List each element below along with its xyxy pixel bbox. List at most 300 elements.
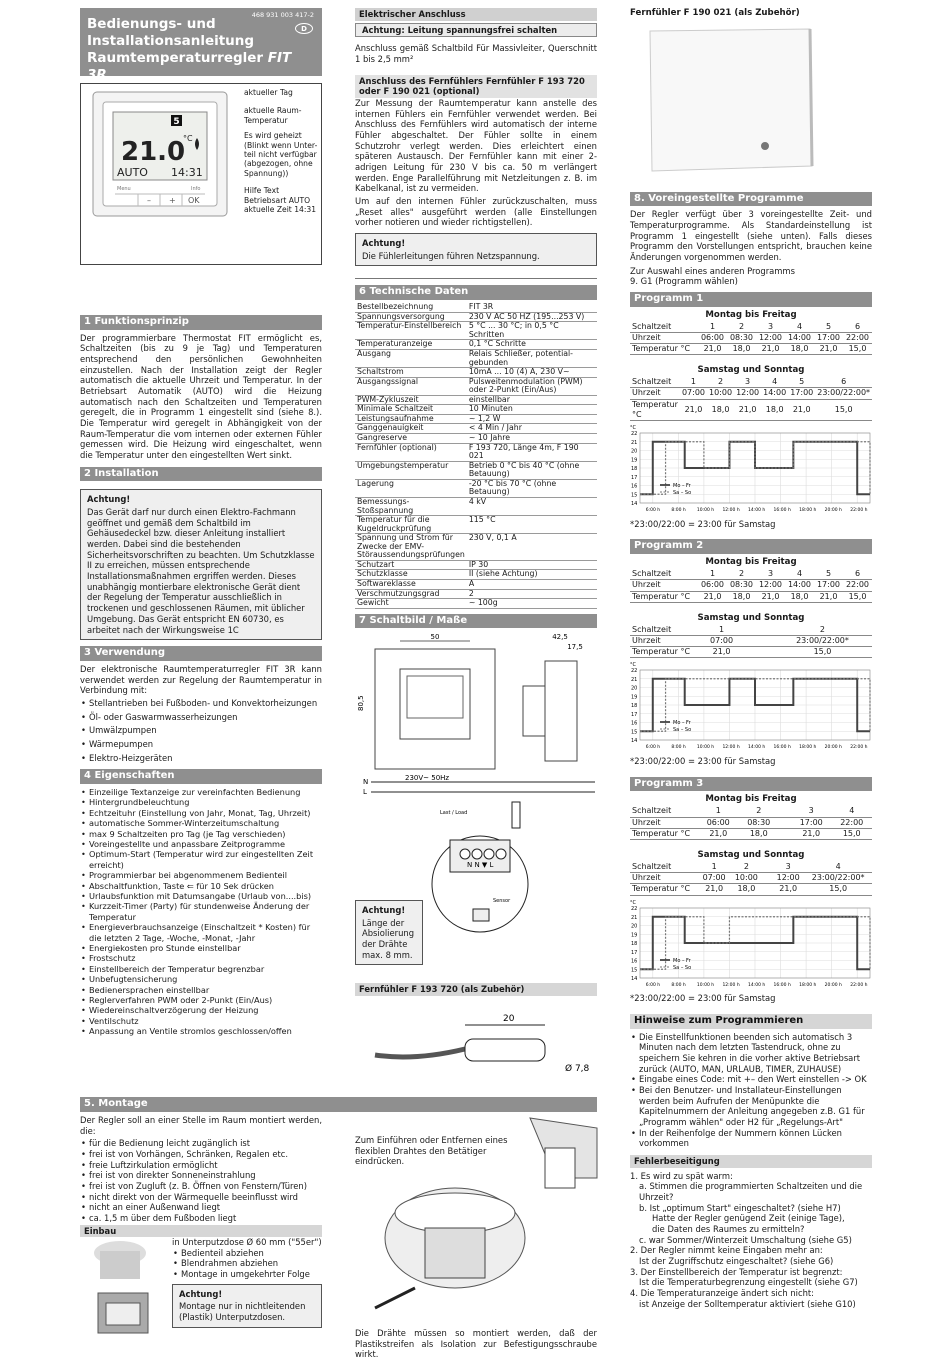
program-cell: Uhrzeit — [630, 817, 698, 828]
warning-title: Achtung! — [179, 1288, 223, 1299]
doc-title: Bedienungs- und Installationsanleitung Raumtemperaturregler FIT 3R — [87, 16, 292, 83]
tech-cell: Betrieb 0 °C bis 40 °C (ohne Betauung) — [467, 461, 597, 479]
supply-label: 230V~ 50Hz — [405, 774, 450, 783]
tech-cell: Gangreserve — [355, 434, 467, 444]
program-cell: 08:30 — [727, 580, 756, 591]
error-line: 4. Die Temperaturanzeige ändert sich nicht: — [630, 1288, 814, 1299]
program-title: Programm 2 — [630, 539, 872, 554]
program-cell: 18,0 — [785, 591, 814, 602]
tech-cell: Temperatur-Einstellbereich — [355, 322, 467, 340]
program-cell: Temperatur °C — [630, 884, 698, 895]
label-help: Hilfe Text Betriebsart AUTO aktuelle Zeit 14:31 — [244, 186, 317, 215]
program-cell: 5 — [814, 322, 843, 333]
doc-number: 468 931 003 417-2 — [251, 11, 314, 19]
program-cell: 17:00 — [814, 580, 843, 591]
tech-cell: 2 — [467, 589, 597, 599]
y-tick: 18 — [631, 466, 638, 473]
program-cell: 5 — [788, 377, 815, 388]
tech-cell: einstellbar — [467, 395, 597, 405]
weekend-table — [630, 625, 872, 659]
tech-cell: F 193 720, Länge 4m, F 190 021 — [467, 443, 597, 461]
program-cell: 3 — [791, 806, 832, 817]
weekday-table — [630, 322, 872, 356]
usage-list — [80, 698, 322, 763]
y-tick: 14 — [631, 501, 638, 508]
sensor1-diameter: Ø 7,8 — [565, 1064, 590, 1074]
program-cell: 1 — [698, 322, 727, 333]
program-cell: 23:00/22:00* — [804, 873, 872, 884]
program-cell: 10:00 — [730, 873, 762, 884]
dim-height: 80,5 — [357, 695, 365, 712]
montage-section — [80, 1097, 597, 1114]
feature-item: • Ventilschutz — [80, 1016, 322, 1026]
section-text: Zur Auswahl eines anderen Programms — [630, 265, 795, 276]
section-text: 9. G1 (Programm wählen) — [630, 276, 738, 287]
tech-cell: 5 °C ... 30 °C; in 0,5 °C Schritten — [467, 322, 597, 340]
sensor-subtitle: Anschluss des Fernfühlers Fernfühler F 193 720 oder F 190 021 (optional) — [355, 75, 597, 98]
weekend-title: Samstag und Sonntag — [697, 612, 805, 623]
program-cell — [766, 625, 773, 636]
program-cell: 3 — [756, 569, 785, 580]
program-cell: Uhrzeit — [630, 580, 698, 591]
legend-label: Sa – So — [673, 727, 692, 734]
tech-cell: ~ 10 Jahre — [467, 434, 597, 444]
program-row — [630, 806, 872, 817]
program-cell — [752, 625, 759, 636]
x-tick: 8:00 h — [671, 745, 686, 751]
program-cell: 12:00 — [756, 580, 785, 591]
program-cell: 22:00 — [843, 332, 872, 343]
tech-cell: Ausgangssignal — [355, 377, 467, 395]
y-tick: 22 — [631, 905, 638, 912]
program-cell: 2 — [727, 322, 756, 333]
warning-text: Länge der Absiolierung der Drähte max. 8 mm. — [362, 917, 415, 960]
program-cell: 08:30 — [739, 817, 780, 828]
feature-item: • Unbefugtensicherung — [80, 974, 322, 984]
tech-cell: 10mA ... 10 (4) A, 230 V~ — [467, 368, 597, 378]
tech-row — [355, 497, 597, 515]
program-cell: 2 — [739, 806, 780, 817]
y-tick: 20 — [631, 923, 638, 930]
x-tick: 20:00 h — [824, 508, 842, 514]
program-cell: 4 — [831, 806, 872, 817]
program-row — [630, 388, 872, 399]
tech-row — [355, 534, 597, 561]
tech-cell: Spannungsversorgung — [355, 312, 467, 322]
tech-row — [355, 405, 597, 415]
sensor1-length: 20 — [503, 1014, 515, 1024]
feature-item: • Programmierbar bei abgenommenem Bedienteil — [80, 870, 322, 880]
weekend-title: Samstag und Sonntag — [697, 850, 805, 860]
tech-cell: Minimale Schaltzeit — [355, 405, 467, 415]
montage-item: • ca. 1,5 m über dem Fußboden liegt — [80, 1213, 322, 1224]
y-tick: 19 — [631, 694, 638, 701]
warning-title: Achtung! — [362, 238, 406, 249]
warning-title: Achtung! — [362, 905, 406, 915]
x-tick: 16:00 h — [773, 508, 791, 514]
program-cell: 06:00 — [698, 817, 739, 828]
tech-row — [355, 303, 597, 312]
program-cell: Temperatur °C — [630, 647, 698, 658]
error-line: 2. Der Regler nimmt keine Eingaben mehr an: — [630, 1245, 823, 1256]
x-tick: 8:00 h — [671, 982, 686, 988]
neutral-label: N — [363, 778, 369, 787]
x-tick: 10:00 h — [696, 745, 715, 751]
montage-list — [80, 1138, 322, 1223]
feature-item: • max 9 Schaltzeiten pro Tag (je Tag verschieden) — [80, 829, 322, 839]
section-title: 8. Voreingestellte Programme — [630, 192, 872, 207]
usage-item: • Stellantrieben bei Fußboden- und Konvektorheizungen — [80, 698, 322, 709]
section-title: 2 Installation — [80, 467, 322, 482]
tech-cell: Bemessungs-Stoßspannung — [355, 497, 467, 515]
program-note: *23:00/22:00 = 23:00 für Samstag — [630, 518, 776, 529]
y-axis-label: °C — [630, 899, 636, 906]
sensor-text: Zur Messung der Raumtemperatur kann anstelle des internen Fühlers ein Fernfühler verwendet werden. Bei Anschluss des Fernfühlers wird automatisch der interne Fühler abgeschaltet. Der Fühler sollte in einem Schutzrohr verlegt werden. Dies erleichtert einen späteren Austausch. Der Fernfühler kann mit einer 2-adrigen Leitung für 230 V bis ca. 50 m verlängert werden. Enge Parallelführung mit Netzleitungen z. B. im Kabelkanal, ist zu vermeiden. — [355, 98, 597, 194]
x-tick: 6:00 h — [645, 982, 661, 988]
feature-item: • Bedienersprachen einstellbar — [80, 985, 322, 995]
program-row — [630, 332, 872, 343]
einbau-title: Einbau — [80, 1225, 322, 1238]
hints-title: Hinweise zum Programmieren — [630, 1014, 872, 1029]
program-cell: Schaltzeit — [630, 625, 698, 636]
program-cell — [766, 647, 773, 658]
program-cell: 21,0 — [698, 828, 739, 839]
tech-cell: Schutzart — [355, 560, 467, 570]
y-tick: 18 — [631, 703, 638, 710]
program-cell: 07:00 — [698, 635, 745, 646]
x-tick: 18:00 h — [799, 745, 817, 751]
x-tick: 6:00 h — [645, 508, 661, 514]
program-cell — [759, 635, 766, 646]
errors-title: Fehlerbeseitigung — [630, 1155, 872, 1168]
program-cell — [766, 635, 773, 646]
load-label: Last / Load — [440, 810, 468, 817]
tech-cell: Umgebungstemperatur — [355, 461, 467, 479]
program-cell — [745, 647, 752, 658]
features-list — [80, 787, 322, 1037]
montage-intro: Der Regler soll an einer Stelle im Raum montiert werden, die: — [80, 1115, 322, 1136]
program-row — [630, 862, 872, 873]
dim-front: 17,5 — [567, 643, 583, 652]
menu-label: Menu — [117, 186, 131, 192]
program-cell: 4 — [785, 322, 814, 333]
program-row — [630, 344, 872, 355]
montage-item: • frei ist von direkter Sonneneinstrahlung — [80, 1170, 322, 1181]
section-title: Elektrischer Anschluss — [355, 8, 597, 21]
warning-text: Das Gerät darf nur durch einen Elektro-Fachmann geöffnet und gemäß dem Schaltbild im Gehäusedeckel bzw. dieser Anleitung installiert werden. Dabei sind die bestehenden Sicherheitsvorschriften zu beachten. Um Schutzklasse II zu erreichen, müssen entsprechende Installationsmaßnahmen ergriffen werden. Dieses unabhängig montierbare elektronische Gerät dient der Regelung der Temperatur ausschließlich in trockenen und geschlossenen Räumen, mit üblicher Umgebung. Das Gerät entspricht EN 60730, es arbeitet nach der Wirkungsweise 1C — [87, 507, 315, 635]
error-line: b. Ist „optimum Start" eingeschaltet? (siehe H7) — [639, 1202, 841, 1213]
x-tick: 14:00 h — [748, 745, 766, 751]
tech-row — [355, 580, 597, 590]
program-cell: 14:00 — [763, 388, 787, 398]
error-line: die Daten des Raumes zu ermitteln? — [652, 1224, 805, 1235]
tech-cell: Temperaturanzeige — [355, 340, 467, 350]
sensor-label: Sensor — [493, 898, 511, 905]
program-cell: 1 — [698, 806, 739, 817]
program-cell: 10:00 — [709, 388, 733, 398]
einbau-item: • Bedienteil abziehen — [172, 1248, 322, 1259]
tech-cell: Schaltstrom — [355, 368, 467, 378]
device-labels — [244, 88, 320, 214]
legend-label: Mo – Fr — [673, 720, 691, 727]
y-tick: 19 — [631, 457, 638, 464]
tech-row — [355, 461, 597, 479]
program-cell: 1 — [698, 625, 745, 636]
x-tick: 22:00 h — [850, 745, 868, 751]
program-cell: Uhrzeit — [630, 873, 698, 884]
program-row — [630, 828, 872, 839]
error-line: c. war Sommer/Winterzeit Umschaltung (siehe G5) — [639, 1234, 852, 1245]
program-cell: Temperatur °C — [630, 591, 698, 602]
program-cell: Schaltzeit — [630, 569, 698, 580]
y-tick: 21 — [631, 914, 638, 921]
legend-label: Sa – So — [673, 964, 692, 971]
y-tick: 17 — [631, 949, 638, 956]
usage-item: • Öl- oder Gaswarmwasserheizungen — [80, 712, 322, 723]
feature-item: • Einstellbereich der Temperatur begrenzbar — [80, 964, 322, 974]
program-row — [630, 817, 872, 828]
y-tick: 14 — [631, 975, 638, 982]
montage-item: • für die Bedienung leicht zugänglich ist — [80, 1138, 322, 1149]
program-cell: 4 — [785, 569, 814, 580]
sensor2-title: Fernfühler F 190 021 (als Zubehör) — [630, 8, 800, 18]
plus-button[interactable]: + — [169, 196, 176, 205]
feature-item: • Anpassung an Ventile stromlos geschlossen/offen — [80, 1026, 322, 1036]
program-row — [630, 377, 872, 388]
feature-item: • Urlaubsfunktion mit Datumsangabe (Urlaub von....bis) — [80, 891, 322, 901]
program-cell: 2 — [727, 569, 756, 580]
error-line: 1. Es wird zu spät warm: — [630, 1170, 733, 1181]
feature-item: • Frostschutz — [80, 953, 322, 963]
section-title: 5. Montage — [80, 1097, 597, 1112]
montage-item: • nicht an einer Außenwand liegt — [80, 1202, 322, 1213]
warning-box — [355, 233, 597, 266]
dim-width: 50 — [430, 633, 440, 642]
label-room-temp: aktuelle Raum-Temperatur — [244, 106, 302, 125]
program-cell: 15,0 — [804, 884, 872, 895]
tech-cell: II (siehe Achtung) — [467, 570, 597, 580]
program-cell: 21,0 — [756, 344, 785, 355]
montage-item: • frei ist von Vorhängen, Schränken, Regalen etc. — [80, 1149, 322, 1160]
x-tick: 16:00 h — [773, 982, 791, 988]
usage-item: • Umwälzpumpen — [80, 725, 322, 736]
program-cell: 1 — [698, 862, 730, 873]
program-cell: Schaltzeit — [630, 806, 698, 817]
program-cell: 5 — [814, 569, 843, 580]
ok-button[interactable]: OK — [188, 196, 200, 205]
program-cell: 06:00 — [698, 332, 727, 343]
program-cell: 18,0 — [727, 591, 756, 602]
reset-text: Um auf den internen Fühler zurückzuschalten, muss „Reset alles" ausgeführt werden (alle Einstellungen vorher notieren und wieder richtigstellen). — [355, 196, 597, 228]
lang-badge: D — [295, 23, 313, 34]
error-line: Ist der Zugriffschutz eingeschaltet? (siehe G6) — [639, 1256, 834, 1267]
x-tick: 10:00 h — [696, 508, 715, 514]
programs — [630, 292, 872, 1004]
program-cell: 18,0 — [707, 399, 734, 420]
program-cell: 18,0 — [730, 884, 762, 895]
tech-cell: Pulsweitenmodulation (PWM) oder 2-Punkt (Ein/Aus) — [467, 377, 597, 395]
tech-cell: Temperatur für die Kugeldruckprüfung — [355, 516, 467, 534]
title-box — [80, 8, 322, 83]
program-row — [630, 322, 872, 333]
program-chart — [630, 660, 872, 750]
program-cell: 15,0 — [843, 591, 872, 602]
tech-row — [355, 443, 597, 461]
wire-note: Die Drähte müssen so montiert werden, daß der Plastikstreifen als Isolation zur Befestigungsschraube wirkt. — [355, 1328, 597, 1360]
feature-item: • Wiedereinschaltverzögerung der Heizung — [80, 1005, 322, 1015]
program-cell: Temperatur °C — [630, 344, 698, 355]
program-row — [630, 580, 872, 591]
program-cell: 06:00 — [698, 580, 727, 591]
program-cell: 15,0 — [831, 828, 872, 839]
feature-item: • Optimum-Start (Temperatur wird zur eingestellten Zeit erreicht) — [80, 849, 322, 870]
y-tick: 20 — [631, 685, 638, 692]
section-text: Der Regler verfügt über 3 voreingestellte Zeit- und Temperaturprogramme. Als Standardeinstellung ist Programm 1 eingestellt (siehe unten). Falls dieses Programm den Vorstellungen entspricht, brauchen keine Änderungen vorgenommen werden. — [630, 209, 872, 262]
program-cell: 21,0 — [734, 399, 761, 420]
program-row — [630, 591, 872, 602]
program-cell: 21,0 — [698, 344, 727, 355]
warning-text: Die Fühlerleitungen führen Netzspannung. — [362, 250, 540, 261]
x-tick: 14:00 h — [748, 982, 766, 988]
sensor2-illustration — [630, 21, 872, 171]
dim-depth: 42,5 — [552, 633, 568, 642]
program-cell: Uhrzeit — [630, 332, 698, 343]
weekend-table — [630, 377, 872, 421]
thermostat-illustration — [91, 90, 241, 220]
program-cell: 3 — [756, 322, 785, 333]
x-tick: 16:00 h — [773, 745, 791, 751]
section-title: 3 Verwendung — [80, 646, 322, 661]
tech-cell: -20 °C bis 70 °C (ohne Betauung) — [467, 479, 597, 497]
program-cell: 2 — [773, 625, 872, 636]
tech-cell: Bestellbezeichnung — [355, 303, 467, 312]
y-tick: 15 — [631, 729, 638, 736]
label-heating: Es wird geheizt (Blinkt wenn Unter-teil nicht verfügbar (abgezogen, ohne Spannung)) — [244, 131, 318, 178]
tech-cell: Relais Schließer, potential-gebunden — [467, 349, 597, 367]
montage-item: • freie Luftzirkulation ermöglicht — [80, 1160, 322, 1171]
hint-item: • Bei den Benutzer- und Installateur-Einstellungen werden beim Aufrufen der Menüpunkte die Kapitelnummern der Anleitung angegeben z.B. G1 für „Programm wählen" oder H2 für „Regelungs-Art" — [630, 1085, 872, 1128]
program-cell: 21,0 — [756, 591, 785, 602]
voltage-warning: Achtung: Leitung spannungsfrei schalten — [355, 23, 597, 38]
program-cell: 21,0 — [698, 647, 745, 658]
y-tick: 21 — [631, 439, 638, 446]
wiring-illustration — [355, 1118, 597, 1308]
error-line: Ist die Temperaturbegrenzung eingestellt (siehe G7) — [639, 1277, 858, 1288]
error-line: Hatte der Regler genügend Zeit (einige Tage), — [652, 1213, 845, 1224]
error-line: 3. Der Einstellbereich der Temperatur ist begrenzt: — [630, 1266, 843, 1277]
montage-item: • nicht direkt von der Wärmequelle beeinflusst wird — [80, 1192, 322, 1203]
program-cell: 18,0 — [761, 399, 788, 420]
tech-cell: IP 30 — [467, 560, 597, 570]
section-title: 7 Schaltbild / Maße — [355, 614, 597, 629]
program-cell: Uhrzeit — [630, 388, 680, 399]
warning-box — [80, 489, 322, 640]
tech-cell: Ganggenauigkeit — [355, 424, 467, 434]
einbau-item: • Montage in umgekehrter Folge — [172, 1269, 322, 1280]
tech-row — [355, 322, 597, 340]
y-tick: 17 — [631, 474, 638, 481]
program-note: *23:00/22:00 = 23:00 für Samstag — [630, 993, 776, 1004]
tech-cell: FIT 3R — [467, 303, 597, 312]
program-cell: 18,0 — [739, 828, 780, 839]
y-tick: 16 — [631, 958, 638, 965]
program-cell: 1 — [680, 377, 707, 388]
y-tick: 22 — [631, 668, 638, 675]
program-title: Programm 1 — [630, 292, 872, 307]
errors-list — [630, 1171, 872, 1310]
program-chart — [630, 898, 872, 988]
y-axis-label: °C — [630, 662, 636, 669]
program-row — [630, 647, 872, 658]
y-axis-label: °C — [630, 425, 636, 432]
lcd-mode: AUTO — [117, 166, 148, 179]
elec-text: Anschluss gemäß Schaltbild Für Massivleiter, Querschnitt 1 bis 2,5 mm² — [355, 43, 597, 65]
program-cell: 3 — [734, 377, 761, 388]
sensor1-drawing — [355, 1003, 597, 1073]
feature-item: • Voreingestellte und anpassbare Zeitprogramme — [80, 839, 322, 849]
program-cell: 14:00 — [785, 332, 814, 343]
tech-cell: Verschmutzungsgrad — [355, 589, 467, 599]
x-tick: 12:00 h — [722, 508, 740, 514]
tech-cell: PWM-Zykluszeit — [355, 395, 467, 405]
x-tick: 18:00 h — [799, 982, 817, 988]
tech-row — [355, 434, 597, 444]
program-cell: 2 — [707, 377, 734, 388]
tech-row — [355, 516, 597, 534]
section-title: 4 Eigenschaften — [80, 769, 322, 784]
program-cell: 23:00/22:00* — [773, 635, 872, 646]
tech-cell: Gewicht — [355, 599, 467, 609]
y-tick: 21 — [631, 677, 638, 684]
tech-cell: Softwareklasse — [355, 580, 467, 590]
feature-item: • Echtzeituhr (Einstellung von Jahr, Monat, Tag, Uhrzeit) — [80, 808, 322, 818]
program-cell — [752, 635, 759, 646]
x-tick: 22:00 h — [850, 982, 868, 988]
tech-row — [355, 599, 597, 609]
program-cell: 17:00 — [790, 388, 814, 398]
y-tick: 15 — [631, 492, 638, 499]
program-cell: 15,0 — [815, 399, 872, 420]
feature-item: • Reglerverfahren PWM oder 2-Punkt (Ein/Aus) — [80, 995, 322, 1005]
x-tick: 6:00 h — [645, 745, 661, 751]
minus-button[interactable]: – — [147, 196, 151, 205]
column-3 — [630, 8, 872, 1309]
program-row — [630, 635, 872, 646]
dimension-drawing — [355, 631, 597, 771]
tech-cell: Fernfühler (optional) — [355, 443, 467, 461]
flex-wire-text: Zum Einführen oder Entfernen eines flexiblen Drahtes den Betätiger eindrücken. — [355, 1135, 508, 1167]
program-cell: 4 — [761, 377, 788, 388]
column-2 — [355, 8, 597, 1074]
section-title: 1 Funktionsprinzip — [80, 315, 322, 330]
x-tick: 20:00 h — [824, 982, 842, 988]
weekday-table — [630, 569, 872, 603]
y-tick: 19 — [631, 931, 638, 938]
program-cell: 1 — [698, 569, 727, 580]
error-line: ist Anzeige der Solltemperatur aktiviert (siehe G10) — [639, 1298, 856, 1309]
device-illustration-box — [80, 83, 322, 265]
program-cell: 07:00 — [698, 873, 730, 884]
program-cell: 15,0 — [773, 647, 872, 658]
program-cell: 12:00 — [756, 332, 785, 343]
x-tick: 8:00 h — [671, 508, 686, 514]
program-cell: 21,0 — [772, 884, 804, 895]
weekend-table — [630, 862, 872, 896]
tech-cell: Schutzklasse — [355, 570, 467, 580]
x-tick: 10:00 h — [696, 982, 715, 988]
program-row — [630, 884, 872, 895]
info-label: Info — [191, 186, 201, 192]
